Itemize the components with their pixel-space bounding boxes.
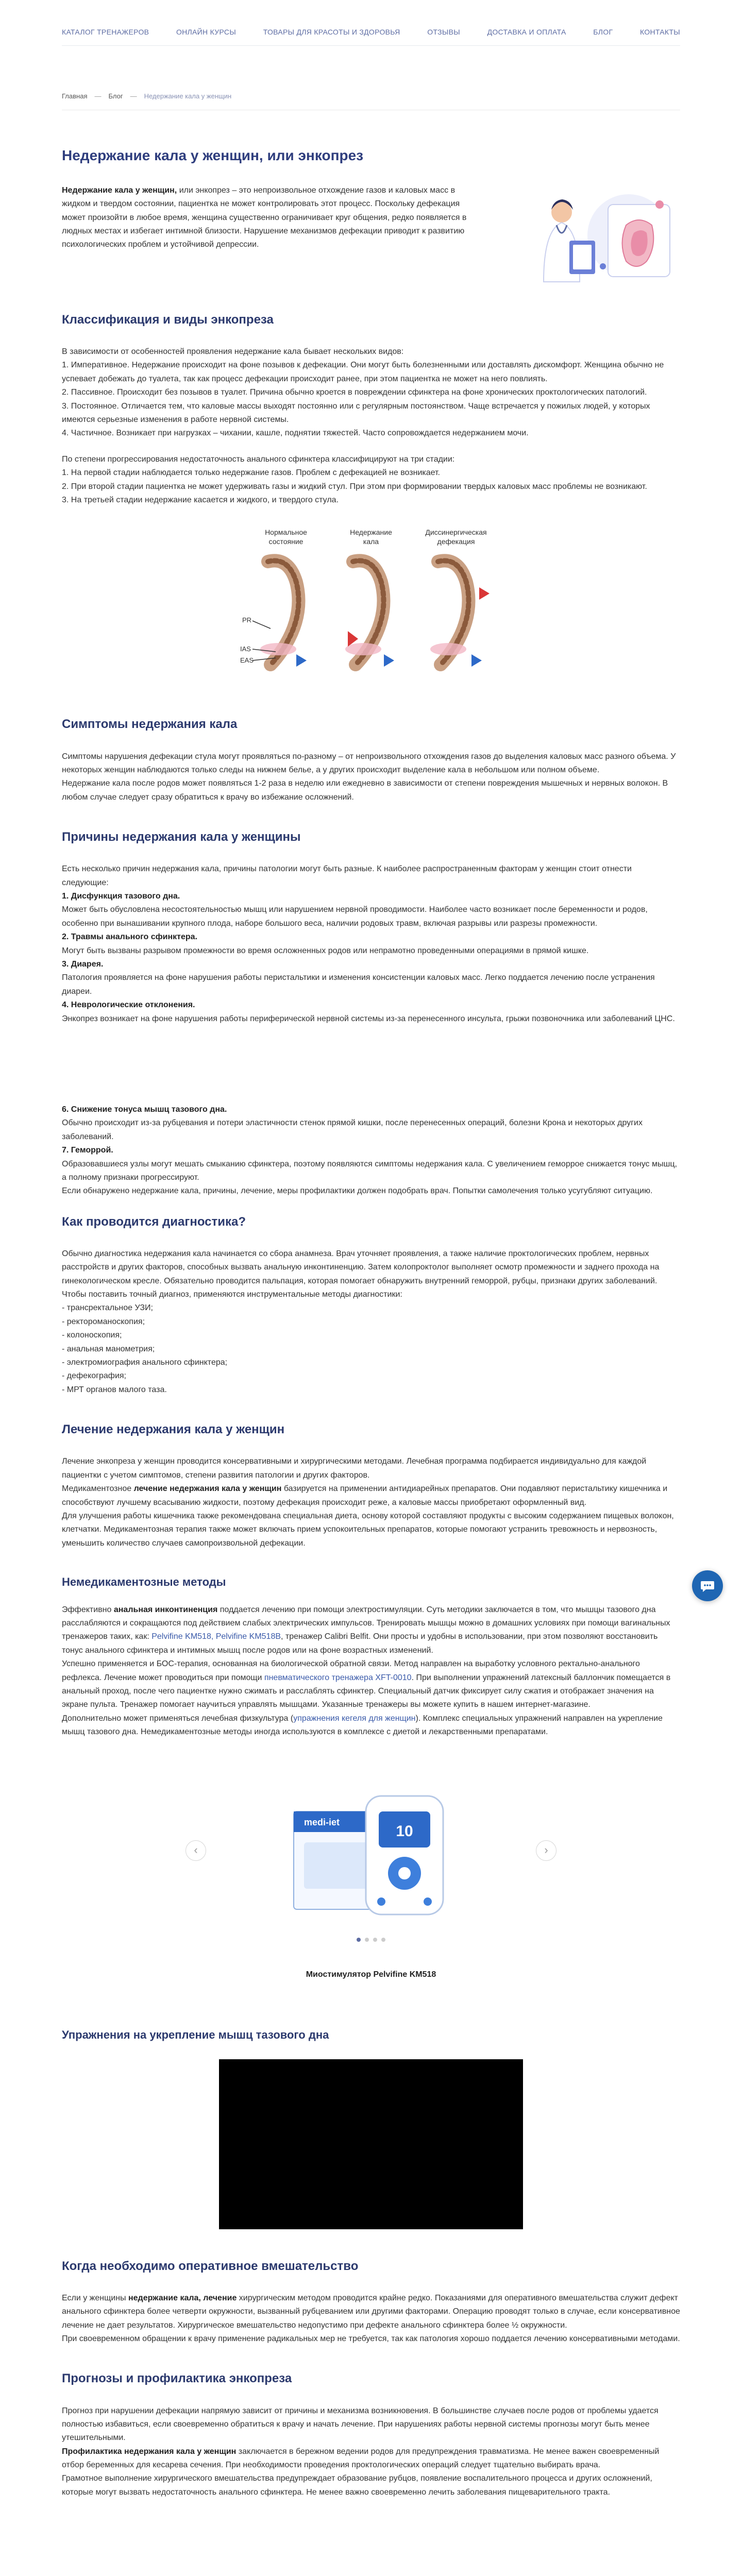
prognosis-p2-bold: Профилактика недержания кала у женщин <box>62 2447 237 2456</box>
surgery-heading: Когда необходимо оперативное вмешательство <box>62 2259 359 2273</box>
nondrug-p1-post: , тренажер Calibri Belfit. Они просты и удобны в использовании, при этом позволяют восстановить тонус анального сфинктера и интимных мышц после родов или на фоне возрастных изменений. <box>62 1632 658 1655</box>
nav-item-beauty-health[interactable]: ТОВАРЫ ДЛЯ КРАСОТЫ И ЗДОРОВЬЯ <box>263 27 400 36</box>
stage-item: 1. На первой стадии наблюдается только недержание газов. Проблем с дефекацией не возникает. <box>62 468 440 478</box>
nondrug-p1 <box>62 1603 680 1658</box>
nav-item-blog[interactable]: БЛОГ <box>593 27 613 36</box>
kegel-link[interactable]: упражнения кегеля для женщин <box>293 1714 416 1723</box>
symptoms-p1: Симптомы нарушения дефекации стула могут проявляться по-разному – от непроизвольного отхождения газов до выделения каловых масс разного объема. У некоторых женщин наблюдаются только следы на нижнем белье, а у других происходит выделение кала в небольшом или полном объеме. <box>62 752 676 774</box>
stage-item: 2. При второй стадии пациентка не может удерживать газы и жидкий стул. При этом при формировании твердых каловых масс проблемы не возникают. <box>62 482 647 491</box>
nondrug-p3 <box>62 1712 680 1739</box>
cause-title <box>62 1144 680 1157</box>
cause-title <box>62 998 680 1012</box>
cause-title-3: 3. Диарея. <box>62 959 104 969</box>
diagnostic-method: - анальная манометрия; <box>62 1344 155 1353</box>
classification-intro: В зависимости от особенностей проявления недержание кала бывает нескольких видов: <box>62 347 404 357</box>
chevron-left-icon: ‹ <box>194 1843 198 1857</box>
product-slider <box>62 1791 680 1961</box>
nav-item-online-courses[interactable]: ОНЛАЙН КУРСЫ <box>176 27 237 36</box>
causes-intro: Есть несколько причин недержания кала, причины патологии могут быть разные. К наиболее распространенным факторам у женщин стоит отнести следующие: <box>62 865 632 887</box>
nav-item-reviews[interactable]: ОТЗЫВЫ <box>427 27 460 36</box>
cause-title-6: 6. Снижение тонуса мышц тазового дна. <box>62 1105 227 1114</box>
exercises-heading: Упражнения на укрепление мышц тазового дна <box>62 2028 329 2041</box>
nondrug-p1-pre: Эффективно <box>62 1605 114 1614</box>
nav-item-contacts[interactable]: КОНТАКТЫ <box>640 27 680 36</box>
figure-label-ias: IAS <box>240 645 251 653</box>
nondrug-p3-post: ). Комплекс специальных упражнений направлен на укрепление мышц тазового дна. Немедикаментозные методы иногда используются в комплексе с диетой и лекарственными препаратами. <box>62 1714 663 1737</box>
breadcrumb <box>62 91 680 101</box>
surgery-p1 <box>62 2292 680 2332</box>
pneumatic-trainer-link[interactable]: пневматического тренажера XFT-0010 <box>264 1673 412 1682</box>
symptoms-p2: Недержание кала после родов может появляться 1-2 раза в неделю или ежедневно в зависимости от степени повреждения мышечных и нервных волокон. В любом случае следует сразу обратиться к врачу во избежание осложнений. <box>62 779 668 802</box>
diagnostics-section <box>62 1214 680 1397</box>
slider-caption: Миостимулятор Pelvifine KM518 <box>306 1970 436 1979</box>
figure-label-dyssynergic-2: дефекация <box>437 537 475 546</box>
diagnostic-method: - МРТ органов малого таза. <box>62 1385 167 1394</box>
slider-dots <box>62 1938 680 1942</box>
nondrug-p3-pre: Дополнительно может применяться лечебная физкультура ( <box>62 1714 294 1723</box>
cause-title <box>62 930 680 944</box>
chevron-right-icon: › <box>544 1843 548 1857</box>
nondrug-p1-bold: анальная инконтиненция <box>113 1605 218 1614</box>
exercises-section <box>62 2028 680 2229</box>
top-navigation <box>0 0 742 72</box>
symptoms-heading: Симптомы недержания кала <box>62 717 238 732</box>
stages-intro: По степени прогрессирования недостаточность анального сфинктера классифицируют на три стадии: <box>62 454 455 464</box>
intro-bold: Недержание кала у женщин, <box>62 185 177 195</box>
cause-title-1: 1. Дисфункция тазового дна. <box>62 892 180 901</box>
nav-bar <box>62 26 680 46</box>
cause-text-7b: Если обнаружено недержание кала, причины, лечение, меры профилактики должен подобрать врач. Попытки самолечения только усугубляют ситуацию. <box>62 1187 653 1196</box>
figure-label-pr: PR <box>242 616 252 624</box>
diagnostics-p1: Обычно диагностика недержания кала начинается со сбора анамнеза. Врач уточняет проявления, а также наличие проктологических проблем, нервных расстройств и других факторов, способных вызвать анальную инконтиненцию. Затем колопроктолог выполняет осмотр промежности и заднего прохода на гинекологическом кресле. Обязательно проводится пальпация, которая помогает обнаружить внутренний геморрой, рубцы, признаки других заболеваний. <box>62 1249 660 1285</box>
treatment-p2-bold: лечение недержания кала у женщин <box>133 1484 282 1494</box>
nav-item-catalog[interactable]: КАТАЛОГ ТРЕНАЖЕРОВ <box>62 27 149 36</box>
product-image[interactable] <box>289 1791 453 1920</box>
nondrug-p2-pre: Успешно применяется и БОС-терапия, основанная на биологической обратной связи. Метод направлен на выработку условного ректально-анального рефлекса. Лечение может проводиться при помощи <box>62 1659 640 1682</box>
slider-dot[interactable] <box>365 1938 369 1942</box>
incontinence-anatomy <box>345 561 394 667</box>
treatment-p3: Для улучшения работы кишечника также рекомендована специальная диета, основу которой составляют продукты с высоким содержанием пищевых волокон, клетчатки. Медикаментозная терапия также может включать прием успокоительных препаратов, которые помогают устранить тревожность и нервозность, уменьшить количество случаев самопроизвольной дефекации. <box>62 1511 674 1548</box>
prognosis-p1: Прогноз при нарушении дефекации напрямую зависит от причины и механизма возникновения. В большинстве случаев после родов от проблемы удается полностью избавиться, если своевременно обратиться к врачу и начать лечение. При нарушениях работы нервной системы прогнозы могут быть менее утешительными. <box>62 2406 659 2443</box>
nondrug-heading: Немедикаментозные методы <box>62 1575 226 1589</box>
breadcrumb-separator-icon: — <box>94 92 102 100</box>
product-brand-label: medi-iet <box>304 1817 340 1827</box>
nondrug-p2-post: . При выполнении упражнений латексный баллончик помещается в анальный проход, после чего пациентке нужно сжимать и расслаблять сфинктер. Специальный датчик фиксирует силу сжатия и отображает значения на экране пульта. Тренажер помогает научиться управлять мышцами. Указанные тренажеры вы можете купить в нашем интернет-магазине. <box>62 1673 671 1709</box>
dyssynergic-anatomy <box>430 561 490 667</box>
cause-text-2: Могут быть вызваны разрывом промежности во время осложненных родов или непрамотно проведенными операциями в прямой кишке. <box>62 946 589 955</box>
classification-heading: Классификация и виды энкопреза <box>62 312 274 327</box>
prognosis-p2 <box>62 2445 680 2472</box>
treatment-p1: Лечение энкопреза у женщин проводится консервативными и хирургическими методами. Лечебная программа подбирается индивидуально для каждой пациентки с учетом симптомов, степени развития патологии и других факторов. <box>62 1457 647 1480</box>
diagnostics-heading: Как проводится диагностика? <box>62 1214 246 1229</box>
device-screen-value: 10 <box>396 1822 413 1840</box>
causes-heading: Причины недержания кала у женщины <box>62 830 301 844</box>
figure-label-incontinence-1: Недержание <box>350 528 392 537</box>
pelvifine-link[interactable]: Pelvifine KM518, Pelvifine KM518B <box>151 1632 281 1641</box>
figure-label-incontinence-2: кала <box>363 537 379 546</box>
breadcrumb-blog[interactable]: Блог <box>108 92 123 100</box>
page-title: Недержание кала у женщин, или энкопрез <box>62 147 364 164</box>
article-container <box>62 91 680 2499</box>
diagnostic-method: - дефекография; <box>62 1371 126 1381</box>
surgery-p2: При своевременном обращении к врачу применение радикальных мер не требуется, так как патология хорошо поддается лечению консервативными методами. <box>62 2334 680 2343</box>
symptoms-section <box>62 716 680 804</box>
chat-bubble-icon <box>700 1578 715 1594</box>
cause-title-7: 7. Геморрой. <box>62 1146 113 1155</box>
classification-item: 1. Императивное. Недержание происходит на фоне позывов к дефекации. Они могут быть болезненными или доставлять дискомфорт. Женщина обычно не успевает добежать до туалета, так как процесс дефекации происходит ранее, при этом пациентка не может на него повлиять. <box>62 361 664 383</box>
prognosis-heading: Прогнозы и профилактика энкопреза <box>62 2371 292 2386</box>
cause-text-1: Может быть обусловлена несостоятельностью мышц или нарушением нервной проводимости. Наиболее часто возникает после беременности и родов, особенно при вынашивании крупного плода, наборе большого веса, наличии родовых травм, включая разрывы или разрезы промежности. <box>62 905 648 928</box>
nondrug-p1-mid: поддается лечению при помощи электростимуляции. Суть методики заключается в том, что мышцы тазового дна расслабляются и сокращаются под действием слабых электрических импульсов. Тренировать мышцы можно в домашних условиях при помощи вагинальных тренажеров таких, как: <box>62 1605 670 1641</box>
nondrug-p2 <box>62 1657 680 1712</box>
normal-anatomy <box>252 561 307 667</box>
surgery-p1-bold: недержание кала, лечение <box>128 2293 237 2302</box>
figure-label-dyssynergic-1: Диссинергическая <box>425 528 487 537</box>
treatment-p2-pre: Медикаментозное <box>62 1484 134 1494</box>
cause-title-4: 4. Неврологические отклонения. <box>62 1001 195 1010</box>
doctor-illustration <box>526 184 680 287</box>
stage-item: 3. На третьей стадии недержание касается и жидкого, и твердого стула. <box>62 495 339 504</box>
causes-section <box>62 829 680 1198</box>
cause-title-2: 2. Травмы анального сфинктера. <box>62 933 198 942</box>
nondrug-section <box>62 1575 680 1739</box>
spacer <box>62 1026 680 1103</box>
figure-label-normal-1: Нормальное <box>265 528 307 537</box>
diagnostic-method: - трансректальное УЗИ; <box>62 1303 153 1313</box>
intro-text <box>62 184 474 287</box>
slider-dot[interactable] <box>373 1938 377 1942</box>
treatment-heading: Лечение недержания кала у женщин <box>62 1422 285 1437</box>
prognosis-p3: Грамотное выполнение хирургического вмешательства предупреждает образование рубцов, появление воспалительного процесса и других осложнений, которые могут вызвать недостаточность анального сфинктера. Не менее важно своевременно лечить заболевания пищеварительного тракта. <box>62 2474 652 2497</box>
prognosis-p2-post: заключается в бережном ведении родов для предупреждения травматизма. Не менее важен своевременный отбор беременных для кесарева сечения. При необходимости проведения проктологических операций следует тщательно выбирать врача. <box>62 2447 660 2470</box>
surgery-section <box>62 2258 680 2346</box>
slider-dot[interactable] <box>357 1938 361 1942</box>
video-player[interactable] <box>219 2059 523 2229</box>
diagnostic-method: - ректороманоскопия; <box>62 1317 145 1326</box>
classification-item: 2. Пассивное. Происходит без позывов в туалет. Причина обычно кроется в повреждении сфинктера на фоне хронических проктологических патологий. <box>62 388 647 397</box>
slider-prev-button[interactable] <box>185 1840 206 1861</box>
treatment-p2-post: базируется на применении антидиарейных препаратов. Они подавляют перистальтику кишечника и способствуют лучшему всасыванию жидкости, поэтому дефекация происходит реже, а каловые массы приобретают оформленный вид. <box>62 1484 668 1507</box>
surgery-p1-post: хирургическим методом проводится крайне редко. Показаниями для оперативного вмешательства служит дефект анального сфинктера более четверти окружности, вызванный рубцеванием или другими факторами. Операцию проводят только в случае, если консервативное лечение не дает результатов. Хирургическое вмешательство недопустимо при дефекте анального сфинктера более ½ окружности. <box>62 2293 680 2330</box>
chat-button[interactable] <box>692 1570 723 1601</box>
figure-label-eas: EAS <box>240 656 254 665</box>
intro-block <box>62 184 680 287</box>
cause-text-7: Образовавшиеся узлы могут мешать смыканию сфинктера, поэтому появляются симптомы недержания кала. С увеличением геморрое снижается тонус мышц, а полному признаки прогрессируют. <box>62 1159 677 1182</box>
cause-title <box>62 1103 680 1116</box>
cause-text-6: Обычно происходит из-за рубцевания и потери эластичности стенок прямой кишки, после перенесенных операций, болезни Крона и некоторых других заболеваний. <box>62 1118 643 1141</box>
breadcrumb-separator-icon: — <box>130 92 137 100</box>
cause-title <box>62 958 680 971</box>
cause-text-4: Энкопрез возникает на фоне нарушения работы периферической нервной системы из-за перенесенного инсульта, грыжи позвоночника или заболеваний ЦНС. <box>62 1014 675 1023</box>
diagnostics-p2: Чтобы поставить точный диагноз, применяются инструментальные методы диагностики: <box>62 1290 402 1299</box>
slider-dot[interactable] <box>381 1938 385 1942</box>
anatomy-figure <box>237 526 505 680</box>
nav-item-delivery[interactable]: ДОСТАВКА И ОПЛАТА <box>487 27 566 36</box>
classification-item: 3. Постоянное. Отличается тем, что каловые массы выходят постоянно или с регулярным постоянством. Чаще встречается у пожилых людей, у которых имеются серьезные изменения в работе нервной системы. <box>62 401 650 424</box>
diagnostic-method: - электромиография анального сфинктера; <box>62 1358 228 1367</box>
diagnostic-method: - колоноскопия; <box>62 1331 122 1340</box>
intro-body: или энкопрез – это непроизвольное отхождение газов и каловых масс в жидком и твердом состоянии, пациентка не может контролировать этот процесс. Поскольку дефекация может произойти в любое время, женщина существенно ограничивает круг общения, редко появляется в людных местах и избегает интимной близости. Нарушение механизмов дефекации приводит к развитию психологических проблем и устойчивой депрессии. <box>62 185 467 249</box>
cause-text-3: Патология проявляется на фоне нарушения работы перистальтики и изменения консистенции каловых масс. Легко поддается лечению после устранения диареи. <box>62 973 655 996</box>
slider-next-button[interactable] <box>536 1840 556 1861</box>
figure-label-normal-2: состояние <box>268 537 303 546</box>
surgery-p1-pre: Если у женщины <box>62 2293 128 2302</box>
classification-item: 4. Частичное. Возникает при нагрузках – чихании, кашле, поднятии тяжестей. Часто сопровождается недержанием мочи. <box>62 429 529 438</box>
breadcrumb-home[interactable]: Главная <box>62 92 88 100</box>
breadcrumb-current: Недержание кала у женщин <box>144 92 232 100</box>
classification-section <box>62 312 680 680</box>
cause-title <box>62 890 680 903</box>
prognosis-section <box>62 2370 680 2499</box>
treatment-section <box>62 1421 680 1550</box>
treatment-p2 <box>62 1482 680 1510</box>
